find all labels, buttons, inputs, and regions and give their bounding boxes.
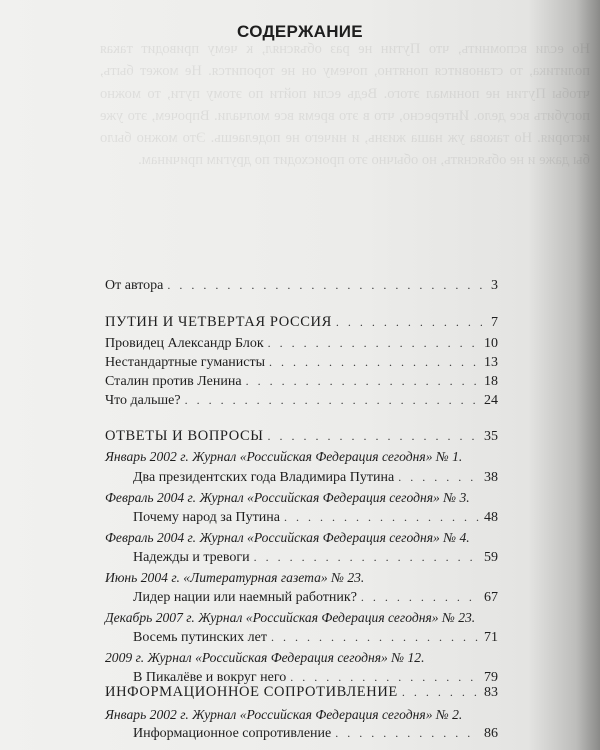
toc-entry[interactable]	[133, 470, 498, 490]
source-note: 2009 г. Журнал «Российская Федерация сегодня» № 12.	[105, 650, 425, 665]
toc-entry-label: Сталин против Ленина	[105, 374, 242, 389]
toc-entry[interactable]	[133, 590, 498, 610]
leader-dots	[246, 374, 480, 389]
toc-entry-label: Восемь путинских лет	[133, 630, 267, 645]
toc-entry-page: 35	[484, 429, 498, 444]
toc-entry-page: 67	[484, 590, 498, 605]
toc-entry-page: 83	[484, 685, 498, 700]
toc-entry-page: 59	[484, 550, 498, 565]
toc-entry[interactable]	[133, 630, 498, 650]
toc-entry-page: 13	[484, 355, 498, 370]
leader-dots	[268, 429, 480, 444]
toc-entry-label: Что дальше?	[105, 393, 181, 408]
leader-dots	[361, 590, 480, 605]
toc-entry[interactable]	[105, 336, 498, 356]
leader-dots	[290, 670, 480, 685]
toc-entry-page: 38	[484, 470, 498, 485]
toc-section-information-resistance[interactable]	[105, 684, 498, 704]
toc-entry-page: 18	[484, 374, 498, 389]
toc-entry-page: 10	[484, 336, 498, 351]
leader-dots	[335, 726, 480, 741]
toc-entry-preface[interactable]	[105, 278, 498, 298]
toc-entry-label: Нестандартные гуманисты	[105, 355, 266, 370]
toc-entry-label: Два президентских года Владимира Путина	[133, 470, 395, 485]
source-note: Февраль 2004 г. Журнал «Российская Федерация сегодня» № 3.	[105, 490, 470, 505]
toc-entry[interactable]	[105, 393, 498, 413]
page-title: СОДЕРЖАНИЕ	[237, 22, 363, 41]
source-note: Декабрь 2007 г. Журнал «Российская Федерация сегодня» № 23.	[105, 610, 476, 625]
source-note: Февраль 2004 г. Журнал «Российская Федерация сегодня» № 4.	[105, 530, 470, 545]
toc-entry-label: Надежды и тревоги	[133, 550, 250, 565]
toc-entry[interactable]	[133, 726, 498, 746]
source-note: Январь 2002 г. Журнал «Российская Федерация сегодня» № 2.	[105, 707, 463, 722]
toc-section-label: ОТВЕТЫ И ВОПРОСЫ	[105, 428, 264, 444]
leader-dots	[254, 550, 480, 565]
toc-section-label: ИНФОРМАЦИОННОЕ СОПРОТИВЛЕНИЕ	[105, 684, 398, 700]
toc-entry[interactable]	[105, 355, 498, 375]
toc-entry-page: 79	[484, 670, 498, 685]
toc-entry-page: 24	[484, 393, 498, 408]
leader-dots	[185, 393, 480, 408]
toc-entry[interactable]	[105, 374, 498, 394]
leader-dots	[271, 630, 480, 645]
toc-entry-label: Лидер нации или наемный работник?	[133, 590, 357, 605]
leader-dots	[402, 685, 480, 700]
leader-dots	[269, 355, 480, 370]
leader-dots	[398, 470, 480, 485]
leader-dots	[284, 510, 480, 525]
toc-entry-page: 71	[484, 630, 498, 645]
toc-entry-label: В Пикалёве и вокруг него	[133, 670, 287, 685]
source-note: Июнь 2004 г. «Литературная газета» № 23.	[105, 570, 365, 585]
leader-dots	[167, 278, 482, 293]
toc-entry-page: 86	[484, 726, 498, 741]
toc-entry-label: Почему народ за Путина	[133, 510, 280, 525]
toc-section-putin-fourth-russia[interactable]	[105, 314, 498, 334]
toc-entry-page: 3	[491, 278, 498, 293]
toc-entry[interactable]	[133, 550, 498, 570]
source-note: Январь 2002 г. Журнал «Российская Федерация сегодня» № 1.	[105, 449, 463, 464]
toc-entry-label: От автора	[105, 278, 164, 293]
leader-dots	[336, 315, 482, 330]
toc-section-label: ПУТИН И ЧЕТВЕРТАЯ РОССИЯ	[105, 314, 332, 330]
toc-section-answers-questions[interactable]	[105, 428, 498, 448]
toc-entry[interactable]	[133, 510, 498, 530]
leader-dots	[268, 336, 480, 351]
bleed-through-text: Но если вспомнить, что Путин не раз объяснял, к чему приводит такая политика, то становится понятно, почему он не торопится. Не может быть, чтобы Путин не понимал этого. Ведь если пойти по этому пути, то можно погубить все дело. Интересно, что в это время все молчали. Впрочем, это уже история. Но такова уж наша жизнь, и ничего не поделаешь. Это можно было бы даже и не объяснять, но обычно это происходит по другим причинам.	[100, 41, 590, 169]
toc-entry-label: Информационное сопротивление	[133, 726, 332, 741]
toc-entry-label: Провидец Александр Блок	[105, 336, 264, 351]
toc-entry-page: 7	[491, 315, 498, 330]
toc-entry-page: 48	[484, 510, 498, 525]
